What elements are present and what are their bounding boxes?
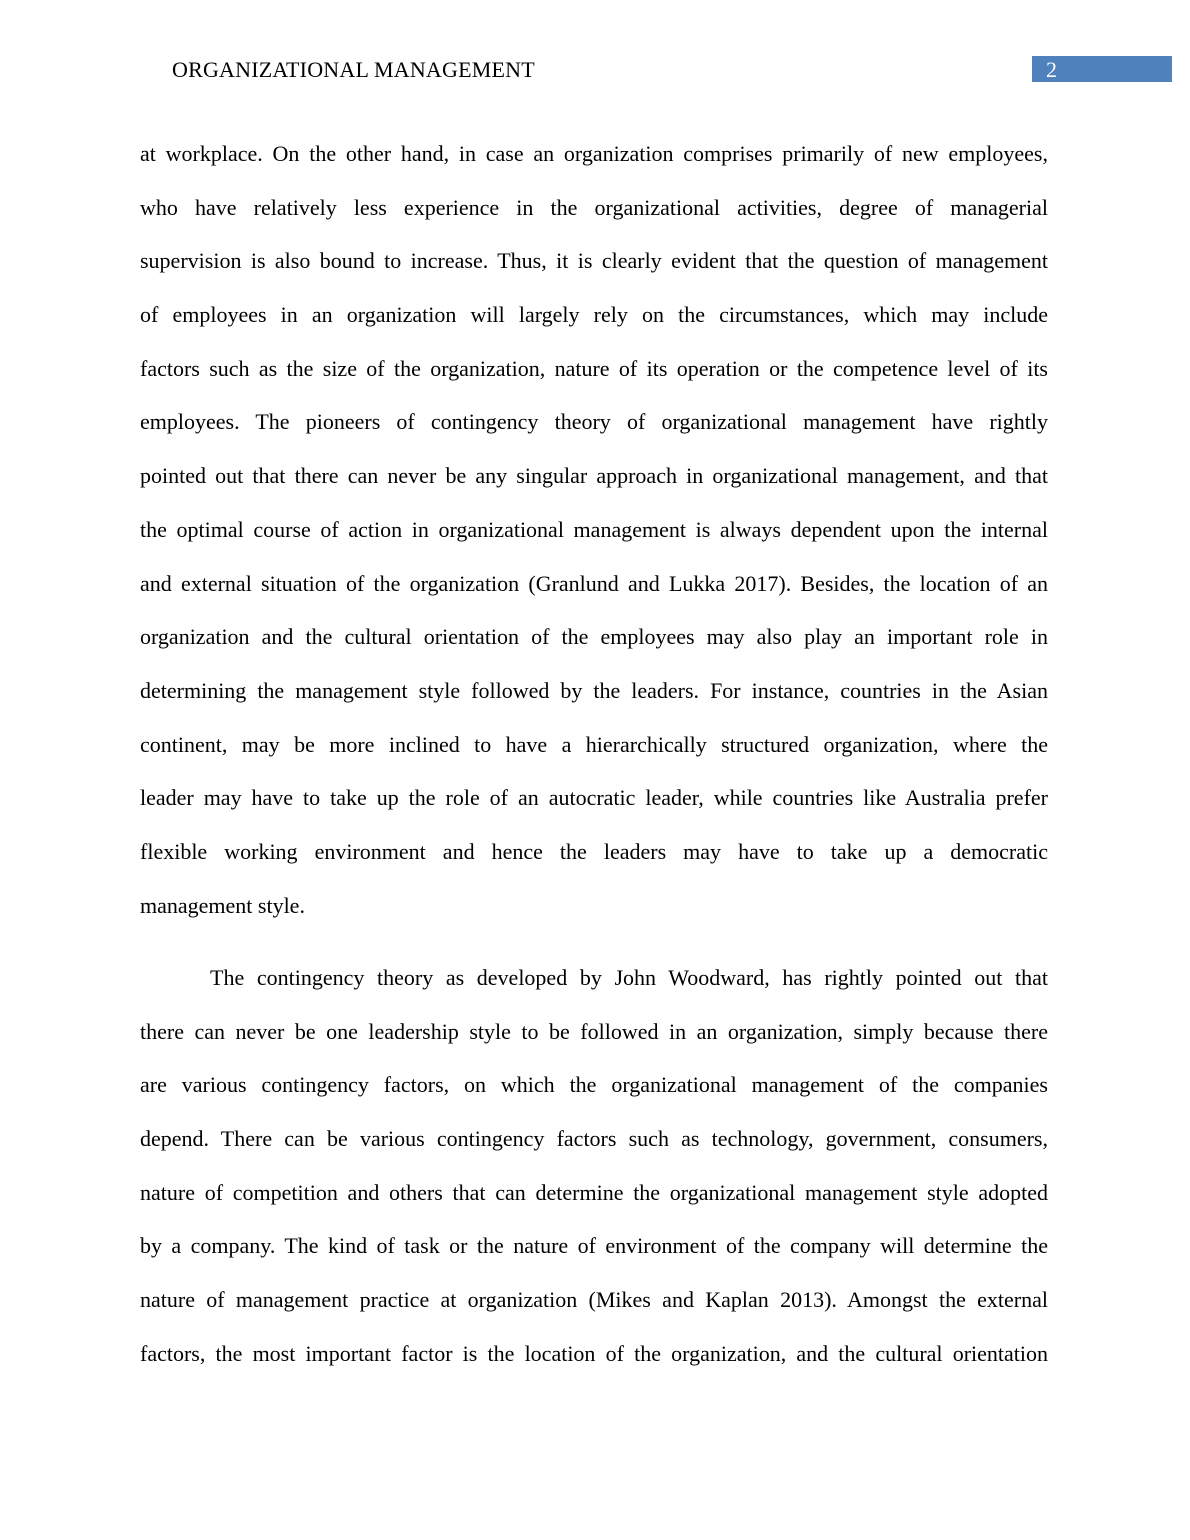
body-paragraph-2 [140, 963, 1048, 1393]
text-line: there can never be one leadership style to be followed in an organization, simply because there [140, 1018, 1048, 1044]
text-line: continent, may be more inclined to have a hierarchically structured organization, where the [140, 731, 1048, 757]
text-line: leader may have to take up the role of an autocratic leader, while countries like Australia prefer [140, 785, 1048, 811]
text-line: factors such as the size of the organization, nature of its operation or the competence level of its [140, 355, 1048, 381]
text-line: organization and the cultural orientation of the employees may also play an important role in [140, 624, 1048, 650]
text-line: factors, the most important factor is the location of the organization, and the cultural orientation [140, 1340, 1048, 1366]
text-line: and external situation of the organization (Granlund and Lukka 2017). Besides, the location of an [140, 570, 1048, 596]
text-line: by a company. The kind of task or the nature of environment of the company will determine the [140, 1233, 1048, 1259]
text-line: nature of management practice at organization (Mikes and Kaplan 2013). Amongst the external [140, 1287, 1048, 1313]
body-paragraph-1 [140, 139, 1048, 944]
text-line: management style. [140, 892, 305, 918]
text-line: who have relatively less experience in the organizational activities, degree of managerial [140, 194, 1048, 220]
text-line: depend. There can be various contingency factors such as technology, government, consumers, [140, 1126, 1048, 1152]
text-line: at workplace. On the other hand, in case an organization comprises primarily of new employees, [140, 141, 1048, 166]
text-line: the optimal course of action in organizational management is always dependent upon the internal [140, 516, 1048, 542]
text-line: determining the management style followed by the leaders. For instance, countries in the Asian [140, 677, 1048, 703]
text-line: pointed out that there can never be any singular approach in organizational management, and that [140, 463, 1048, 489]
running-head-title: ORGANIZATIONAL MANAGEMENT [172, 57, 535, 82]
text-line: are various contingency factors, on which the organizational management of the companies [140, 1072, 1048, 1098]
text-line: supervision is also bound to increase. Thus, it is clearly evident that the question of management [140, 248, 1048, 274]
page-number-box [1032, 56, 1172, 82]
text-line: nature of competition and others that can determine the organizational management style adopted [140, 1179, 1048, 1205]
text-line: employees. The pioneers of contingency theory of organizational management have rightly [140, 409, 1048, 435]
text-line: flexible working environment and hence the leaders may have to take up a democratic [140, 838, 1048, 864]
text-line: The contingency theory as developed by John Woodward, has rightly pointed out that [210, 965, 1048, 990]
page-number: 2 [1046, 57, 1057, 82]
text-line: of employees in an organization will largely rely on the circumstances, which may include [140, 302, 1048, 328]
